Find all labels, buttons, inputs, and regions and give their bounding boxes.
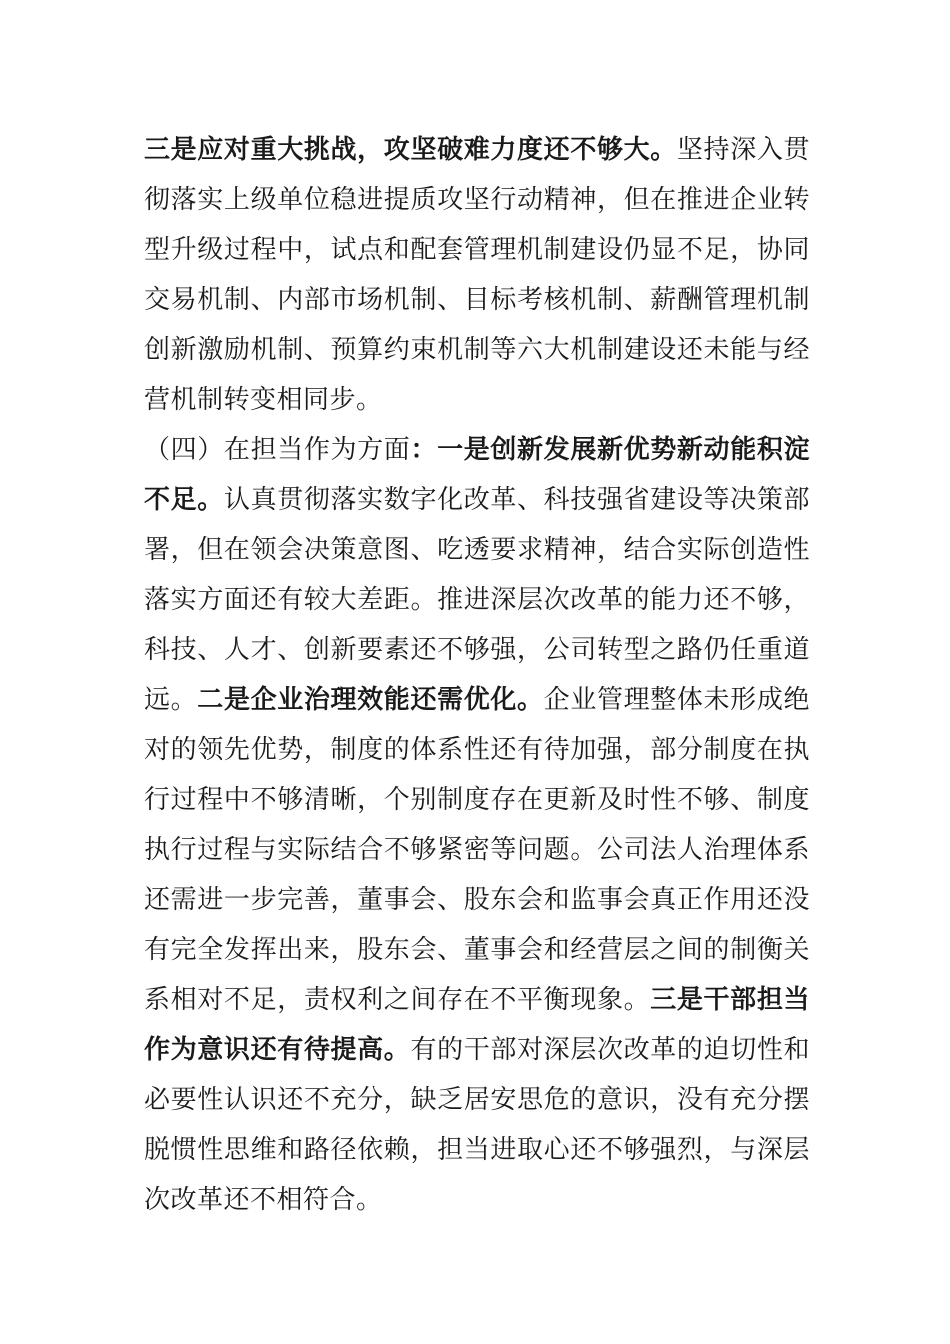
paragraph-challenge: [144, 125, 810, 425]
section-number-label: （四）在担当作为方面: [144, 435, 411, 465]
paragraph-body-text: 坚持深入贯彻落实上级单位稳进提质攻坚行动精神，但在推进企业转型升级过程中，试点和配套管理机制建设仍显不足，协同交易机制、内部市场机制、目标考核机制、薪酬管理机制创新激励机制、预算约束机制等六大机制建设还未能与经营机制转变相同步。: [144, 135, 810, 415]
point-one-heading: ：一是创新发展新优势新动能积淀不足。: [144, 435, 810, 515]
paragraph-heading-bold: 三是应对重大挑战，攻坚破难力度还不够大。: [144, 135, 677, 165]
point-two-heading: 二是企业治理效能还需优化。: [197, 685, 544, 715]
point-one-body: 认真贯彻落实数字化改革、科技强省建设等决策部署，但在领会决策意图、吃透要求精神，结合实际创造性落实方面还有较大差距。推进深层次改革的能力还不够，科技、人才、创新要素还不够强，公司转型之路仍任重道远。: [144, 485, 810, 715]
paragraph-responsibility: [144, 425, 810, 1225]
point-two-body: 企业管理整体未形成绝对的领先优势，制度的体系性还有待加强，部分制度在执行过程中不够清晰，个别制度存在更新及时性不够、制度执行过程与实际结合不够紧密等问题。公司法人治理体系还需进一步完善，董事会、股东会和监事会真正作用还没有完全发挥出来，股东会、董事会和经营层之间的制衡关系相对不足，责权利之间存在不平衡现象。: [144, 685, 810, 1015]
point-three-heading: 三是干部担当作为意识还有待提高。: [144, 985, 810, 1065]
point-three-body: 有的干部对深层次改革的迫切性和必要性认识还不充分，缺乏居安思危的意识，没有充分摆脱惯性思维和路径依赖，担当进取心还不够强烈，与深层次改革还不相符合。: [144, 1035, 810, 1215]
